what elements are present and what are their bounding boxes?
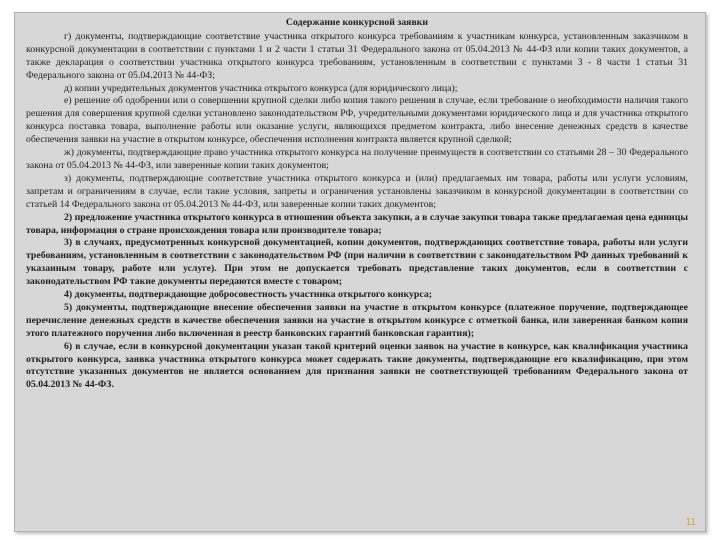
paragraph-z: з) документы, подтверждающие соответствие участника открытого конкурса и (или) предлагаемых им товара, работы или услуги условиям, запретам и ограничениям в случае, если такие условия, запреты и ограничения установлены заказчиком в конкурсной документации в соответствии со статьей 14 Федерального закона от 05.04.2013 № 44-ФЗ, или заверенные копии таких документов; [26, 172, 688, 210]
paragraph-e: е) решение об одобрении или о совершении крупной сделки либо копия такого решения в случае, если требование о необходимости наличия такого решения для совершения крупной сделки установлено законодательством РФ, учредительными документами юридического лица и для участника открытого конкурса поставка товара, выполнение работы или оказание услуги, являющихся предметом контракта, либо внесение денежных средств в качестве обеспечения заявки на участие в открытом конкурсе, обеспечения исполнения контракта является крупной сделкой; [26, 95, 688, 146]
paragraph-6: 6) в случае, если в конкурсной документации указан такой критерий оценки заявок на участие в конкурсе, как квалификация участника открытого конкурса, заявка участника открытого конкурса может содержать такие документы, подтверждающие его квалификацию, при этом отсутствие указанных документов не является основанием для признания заявки не соответствующей требованиям Федерального закона от 05.04.2013 № 44-ФЗ. [26, 340, 688, 391]
page-title: Содержание конкурсной заявки [285, 17, 429, 28]
document-body [26, 17, 688, 392]
paragraph-d: д) копии учредительных документов участника открытого конкурса (для юридического лица); [64, 82, 458, 94]
paragraph-4: 4) документы, подтверждающие добросовестность участника открытого конкурса; [64, 289, 433, 301]
paragraph-5: 5) документы, подтверждающие внесение обеспечения заявки на участие в открытом конкурсе (платежное поручение, подтверждающее перечисление денежных средств в качестве обеспечения заявки на участие в открытом конкурсе с отметкой банка, или заверенная банком копия этого платежного поручения либо включенная в реестр банковских гарантий банковская гарантия); [26, 301, 688, 339]
paragraph-2: 2) предложение участника открытого конкурса в отношении объекта закупки, а в случае закупки товара также предлагаемая цена единицы товара, информация о стране происхождения товара или производителе товара; [26, 211, 688, 236]
paragraph-zh: ж) документы, подтверждающие право участника открытого конкурса на получение преимуществ в соответствии со статьями 28 – 30 Федерального закона от 05.04.2013 № 44-ФЗ, или заверенные копии таких документов; [26, 147, 688, 171]
page-number: 11 [685, 517, 696, 528]
paragraph-3: 3) в случаях, предусмотренных конкурсной документацией, копии документов, подтверждающих соответствие товара, работы или услуги требованиям, установленным в соответствии с законодательством РФ (при наличии в соответствии с законодательством РФ данных требований к указанным товару, работе или услуге). При этом не допускается требовать представление таких документов, если в соответствии с законодательством РФ такие документы передаются вместе с товаром; [26, 237, 688, 288]
paragraph-g: г) документы, подтверждающие соответствие участника открытого конкурса требованиям к участникам конкурса, установленным заказчиком в конкурсной документации в соответствии с пунктами 1 и 2 части 1 статьи 31 Федерального закона от 05.04.2013 № 44-ФЗ или копии таких документов, а также декларация о соответствии участника открытого конкурса требованиям, установленным в соответствии с пунктами 3 - 8 части 1 статьи 31 Федерального закона от 05.04.2013 № 44-ФЗ; [26, 30, 688, 81]
